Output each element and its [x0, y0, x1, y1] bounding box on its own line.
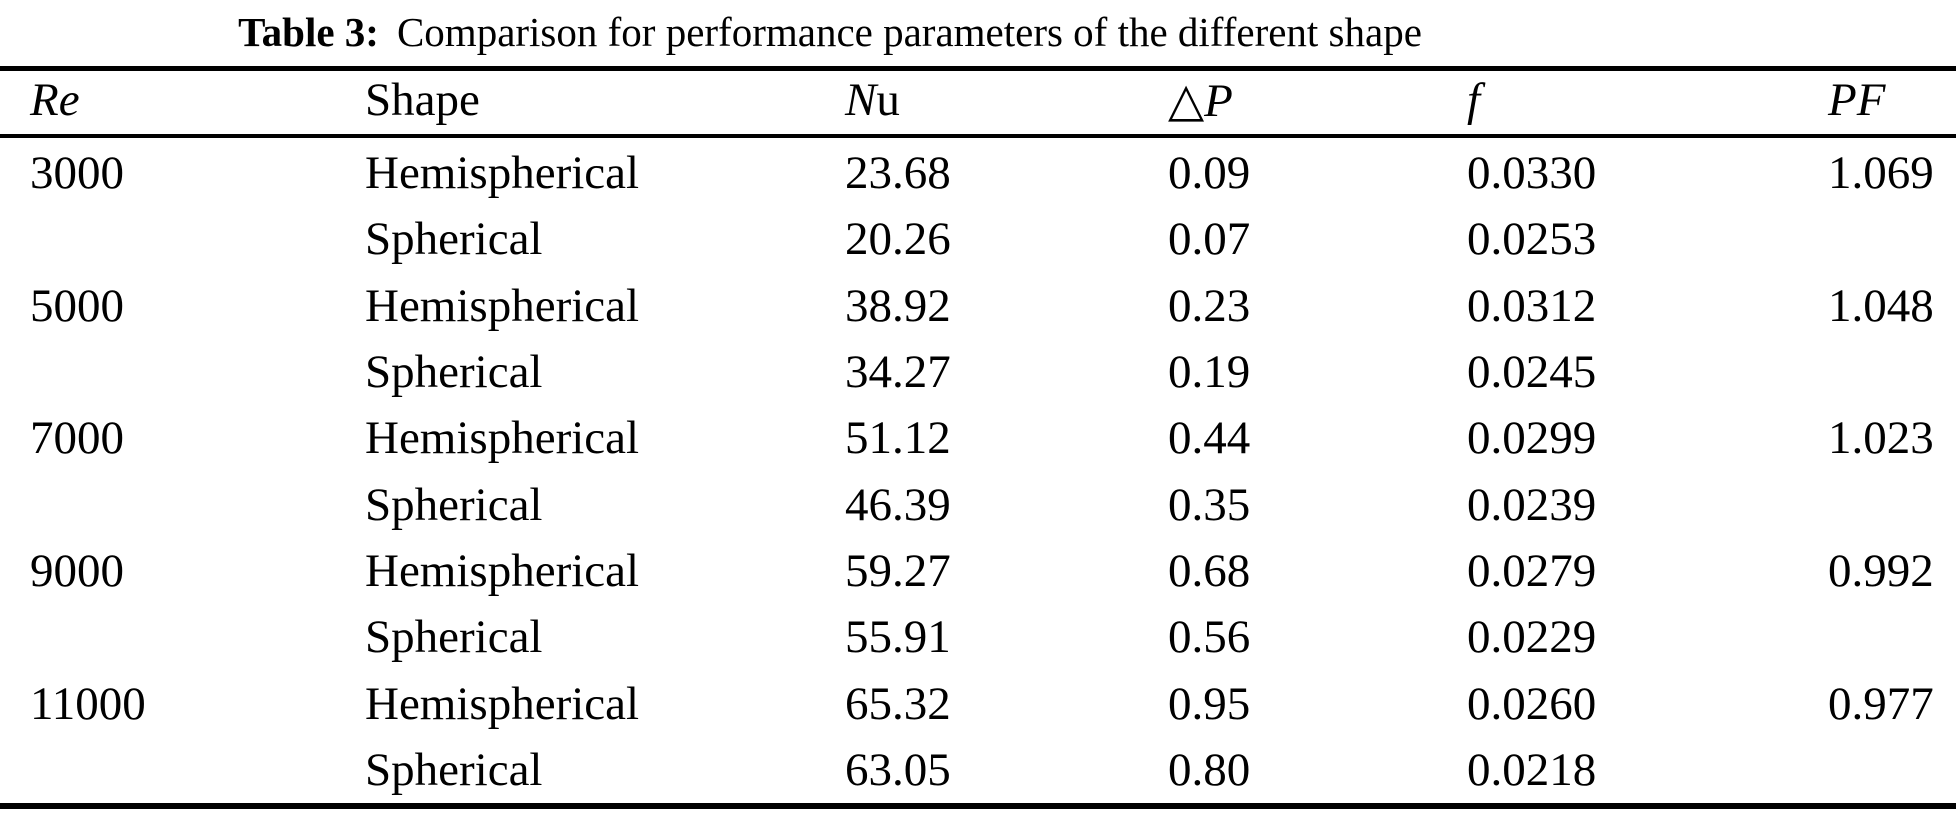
- cell-nu: 34.27: [845, 346, 951, 399]
- cell-shape: Hemispherical: [365, 677, 640, 730]
- column-header-re: Re: [30, 74, 80, 126]
- column-header-pf: PF: [1828, 74, 1886, 126]
- cell-f: 0.0279: [1467, 544, 1597, 597]
- cell-re: 5000: [30, 279, 124, 332]
- cell-f: 0.0312: [1467, 279, 1597, 332]
- cell-pf: 1.048: [1828, 279, 1934, 332]
- table-caption-label: Table 3:: [238, 9, 379, 55]
- column-header-f: f: [1467, 74, 1481, 126]
- cell-f: 0.0260: [1467, 677, 1597, 730]
- cell-nu: 63.05: [845, 743, 951, 796]
- table-header-row: [0, 68, 1956, 132]
- cell-dp: 0.35: [1168, 478, 1251, 531]
- cell-nu: 23.68: [845, 147, 951, 200]
- cell-dp: 0.19: [1168, 346, 1251, 399]
- cell-dp: 0.95: [1168, 677, 1251, 730]
- table-row: [0, 405, 1956, 471]
- cell-f: 0.0253: [1467, 213, 1597, 266]
- table-row: [0, 604, 1956, 670]
- table-caption: [0, 0, 1660, 64]
- table-header-rule: [0, 134, 1956, 138]
- cell-pf: 0.977: [1828, 677, 1934, 730]
- cell-dp: 0.56: [1168, 611, 1251, 664]
- cell-nu: 51.12: [845, 412, 951, 465]
- cell-shape: Spherical: [365, 478, 543, 531]
- cell-shape: Spherical: [365, 213, 543, 266]
- table-body: [0, 140, 1956, 803]
- cell-pf: 1.023: [1828, 412, 1934, 465]
- cell-re: 9000: [30, 544, 124, 597]
- cell-f: 0.0245: [1467, 346, 1597, 399]
- cell-re: 3000: [30, 147, 124, 200]
- cell-nu: 46.39: [845, 478, 951, 531]
- cell-shape: Spherical: [365, 743, 543, 796]
- cell-dp: 0.23: [1168, 279, 1251, 332]
- cell-dp: 0.80: [1168, 743, 1251, 796]
- cell-pf: 0.992: [1828, 544, 1934, 597]
- cell-nu: 20.26: [845, 213, 951, 266]
- cell-nu: 65.32: [845, 677, 951, 730]
- table-row: [0, 737, 1956, 803]
- cell-dp: 0.09: [1168, 147, 1251, 200]
- cell-f: 0.0330: [1467, 147, 1597, 200]
- cell-f: 0.0218: [1467, 743, 1597, 796]
- cell-shape: Spherical: [365, 611, 543, 664]
- table-row: [0, 206, 1956, 272]
- column-header-shape: Shape: [365, 74, 480, 126]
- cell-shape: Hemispherical: [365, 279, 640, 332]
- cell-dp: 0.44: [1168, 412, 1251, 465]
- table-bottom-rule: [0, 803, 1956, 809]
- cell-shape: Hemispherical: [365, 544, 640, 597]
- cell-nu: 38.92: [845, 279, 951, 332]
- pressure-variable: P: [1204, 74, 1233, 127]
- cell-shape: Hemispherical: [365, 147, 640, 200]
- column-header-nu: [845, 73, 1168, 127]
- cell-dp: 0.68: [1168, 544, 1251, 597]
- table-row: [0, 538, 1956, 604]
- cell-f: 0.0229: [1467, 611, 1597, 664]
- table-row: [0, 339, 1956, 405]
- nu-italic-part: N: [845, 74, 877, 126]
- table-row: [0, 670, 1956, 736]
- cell-pf: 1.069: [1828, 147, 1934, 200]
- cell-nu: 59.27: [845, 544, 951, 597]
- nu-roman-part: u: [876, 74, 900, 126]
- table-caption-text: Comparison for performance parameters of the different shape: [396, 9, 1422, 55]
- table-row: [0, 273, 1956, 339]
- cell-f: 0.0239: [1467, 478, 1597, 531]
- cell-nu: 55.91: [845, 611, 951, 664]
- cell-dp: 0.07: [1168, 213, 1251, 266]
- cell-re: 11000: [30, 677, 146, 730]
- column-header-delta-p: [1168, 73, 1467, 128]
- table-row: [0, 140, 1956, 206]
- delta-triangle-symbol: △: [1168, 74, 1205, 127]
- table-row: [0, 472, 1956, 538]
- cell-re: 7000: [30, 412, 124, 465]
- cell-shape: Spherical: [365, 346, 543, 399]
- cell-shape: Hemispherical: [365, 412, 640, 465]
- cell-f: 0.0299: [1467, 412, 1597, 465]
